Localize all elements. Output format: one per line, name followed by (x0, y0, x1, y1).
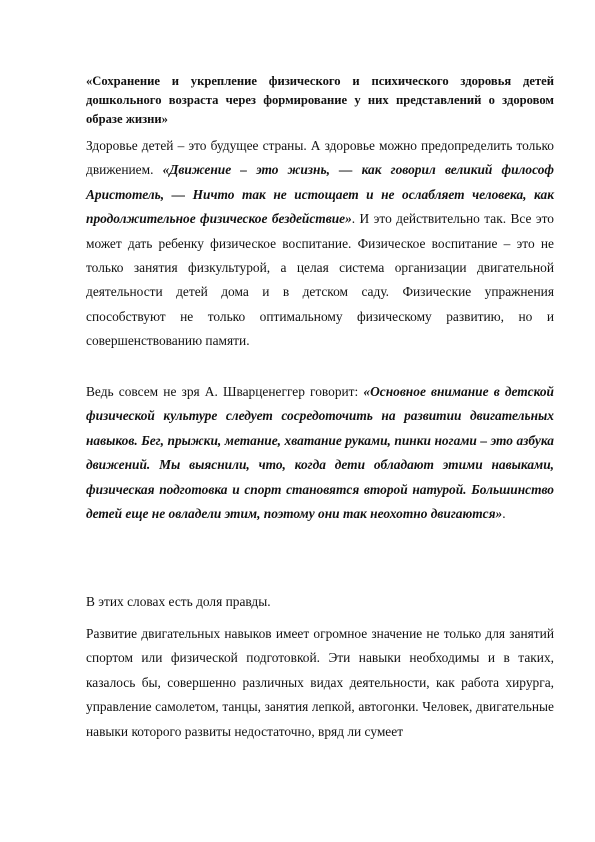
paragraph-lead-text: Здоровье детей – это будущее страны. А здоровье можно предопределить только движением. (86, 138, 554, 178)
paragraph-tail-text: . И это действительно так. Все это может дать ребенку физическое воспитание. Физическое воспитание – это не только занятия физкультурой, а целая система организации двигательной деятельности детей дома и в детском саду. Физические упражнения способствуют не только оптимальному физическому развитию, но и совершенствованию памяти. (86, 211, 554, 349)
paragraph-schwarzenegger (86, 380, 554, 526)
paragraph-health-movement (86, 134, 554, 354)
document-title: «Сохранение и укрепление физического и психического здоровья детей дошкольного возраста через формирование у них представлений о здоровом образе жизни» (86, 74, 554, 126)
paragraph-lead-text: Ведь совсем не зря А. Шварценеггер говорит: (86, 384, 364, 399)
paragraph-tail-text: . (502, 506, 506, 522)
schwarzenegger-quote: «Основное внимание в детской физической культуре следует сосредоточить на развитии двигательных навыков. Бег, прыжки, метание, хватание руками, пинки ногами – это азбука движений. Мы выяснили, что, когда дети обладают этими навыками, физическая подготовка и спорт становятся второй натурой. Большинство детей еще не овладели этим, поэтому они так неохотно двигаются» (86, 384, 555, 522)
paragraph-truth: В этих словах есть доля правды. (86, 594, 271, 609)
paragraph-motor-skills: Развитие двигательных навыков имеет огромное значение не только для занятий спортом или физической подготовкой. Эти навыки необходимы и в таких, казалось бы, совершенно различных видах деятельности, как работа хирурга, управление самолетом, танцы, занятия лепкой, автогонки. Человек, двигательные навыки которого развиты недостаточно, вряд ли сумеет (86, 626, 554, 739)
aristotle-quote: «Движение – это жизнь, — как говорил великий философ Аристотель, — Ничто так не истощает и не ослабляет человека, как продолжительное физическое бездействие» (86, 162, 554, 227)
